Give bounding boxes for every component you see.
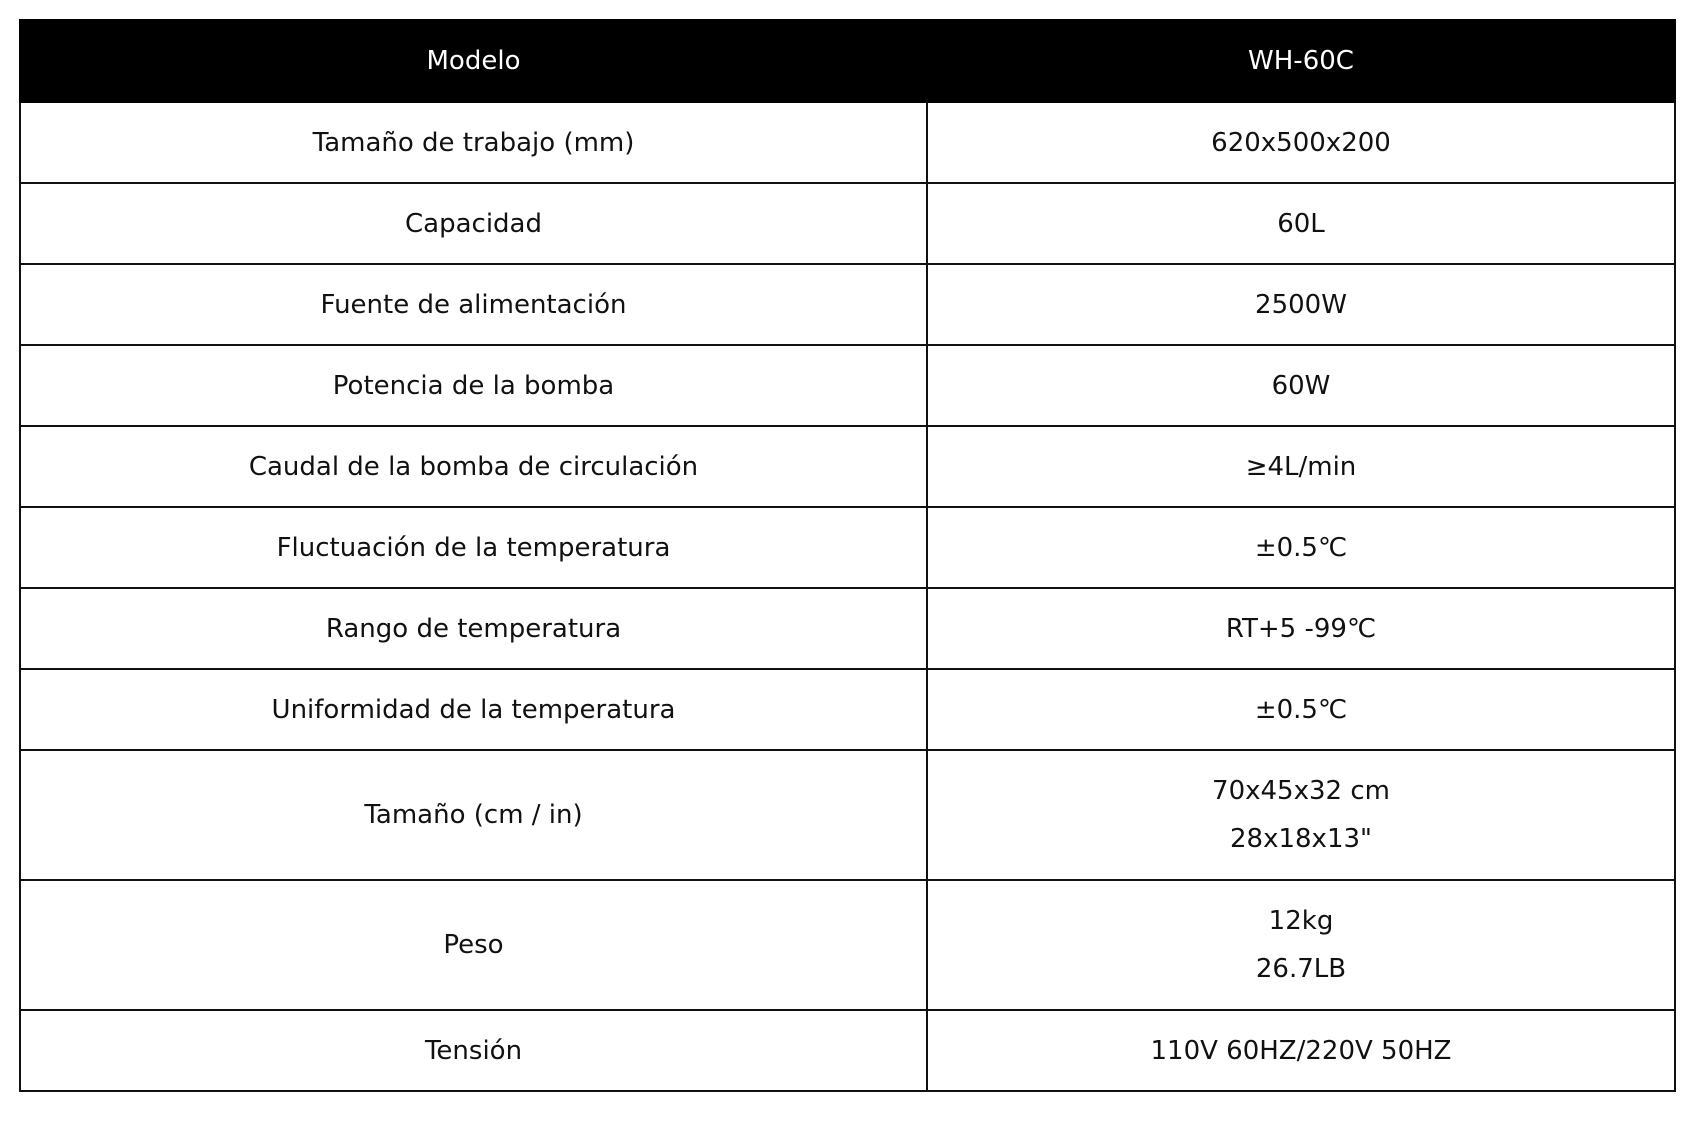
row-value xyxy=(927,750,1675,880)
table-row xyxy=(20,426,1675,507)
row-value xyxy=(927,588,1675,669)
value-line: 28x18x13" xyxy=(1230,824,1372,854)
row-label: Rango de temperatura xyxy=(20,588,927,669)
table-row xyxy=(20,1010,1675,1091)
row-label: Tensión xyxy=(20,1010,927,1091)
row-label: Fluctuación de la temperatura xyxy=(20,507,927,588)
table-row xyxy=(20,588,1675,669)
table-row xyxy=(20,102,1675,183)
row-label: Caudal de la bomba de circulación xyxy=(20,426,927,507)
row-label: Tamaño de trabajo (mm) xyxy=(20,102,927,183)
table-row xyxy=(20,345,1675,426)
value-line: 2500W xyxy=(1255,289,1347,320)
row-value xyxy=(927,183,1675,264)
value-line: 620x500x200 xyxy=(1211,127,1391,158)
row-value xyxy=(927,426,1675,507)
value-line: ±0.5℃ xyxy=(1254,694,1348,725)
value-line: 26.7LB xyxy=(1255,954,1347,984)
row-label: Fuente de alimentación xyxy=(20,264,927,345)
row-value xyxy=(927,102,1675,183)
row-value xyxy=(927,880,1675,1010)
table-header-row xyxy=(20,20,1675,102)
value-line: ±0.5℃ xyxy=(1254,532,1348,563)
row-label: Capacidad xyxy=(20,183,927,264)
row-label: Potencia de la bomba xyxy=(20,345,927,426)
row-value xyxy=(927,507,1675,588)
table-row xyxy=(20,507,1675,588)
table-row xyxy=(20,750,1675,880)
table-row xyxy=(20,264,1675,345)
table-row xyxy=(20,880,1675,1010)
value-line: 60L xyxy=(1277,208,1325,239)
table-row xyxy=(20,183,1675,264)
row-label: Peso xyxy=(20,880,927,1010)
row-label: Uniformidad de la temperatura xyxy=(20,669,927,750)
value-line: 110V 60HZ/220V 50HZ xyxy=(1150,1035,1452,1066)
value-line: 60W xyxy=(1271,370,1331,401)
row-value xyxy=(927,1010,1675,1091)
spec-table xyxy=(19,19,1676,1092)
header-model-value: WH-60C xyxy=(927,20,1675,102)
value-line: 70x45x32 cm xyxy=(1212,776,1390,806)
row-value xyxy=(927,345,1675,426)
row-value xyxy=(927,669,1675,750)
table-row xyxy=(20,669,1675,750)
row-value xyxy=(927,264,1675,345)
header-label: Modelo xyxy=(20,20,927,102)
row-label: Tamaño (cm / in) xyxy=(20,750,927,880)
value-line: 12kg xyxy=(1268,906,1334,936)
value-line: RT+5 -99℃ xyxy=(1225,613,1377,644)
value-line: ≥4L/min xyxy=(1245,451,1357,482)
